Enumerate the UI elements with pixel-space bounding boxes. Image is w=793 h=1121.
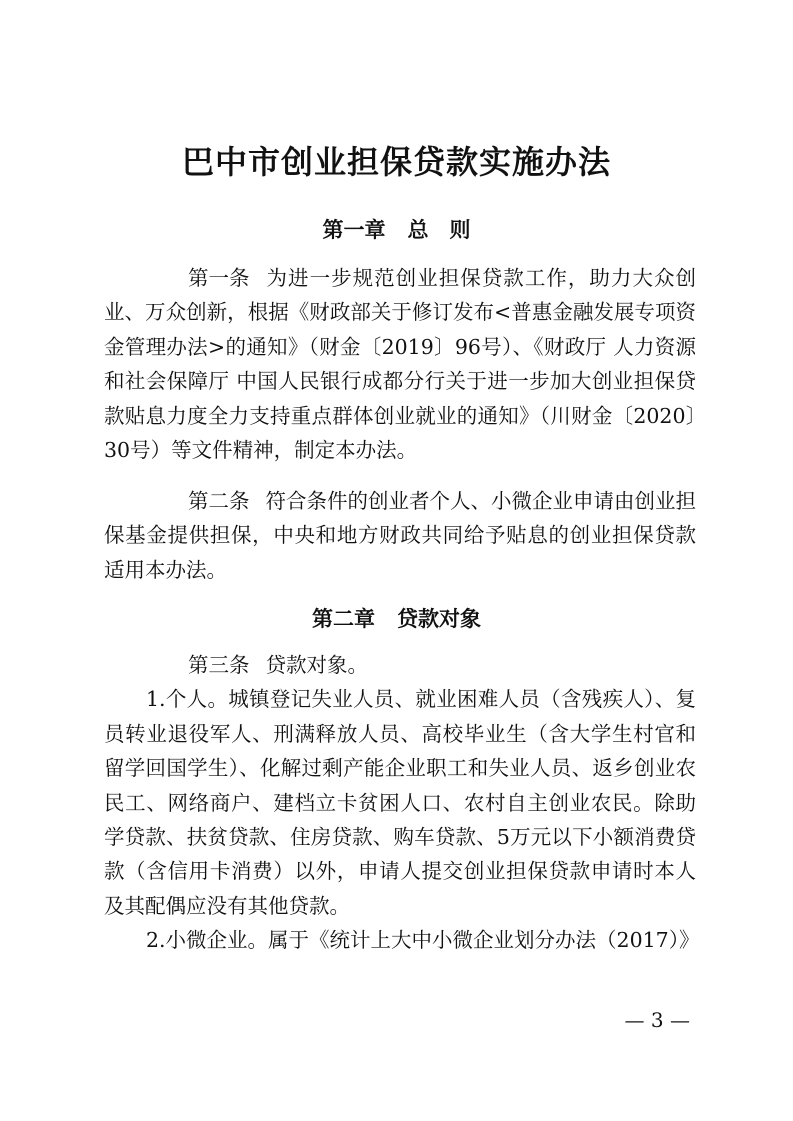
article-paragraph bbox=[104, 484, 696, 587]
article-block bbox=[104, 484, 696, 587]
article-block bbox=[104, 648, 700, 958]
article-number: 第一条 bbox=[188, 266, 250, 290]
page-number: — 3 — bbox=[624, 1008, 690, 1032]
article-number: 第三条 bbox=[188, 653, 250, 677]
article-text: 为进一步规范创业担保贷款工作，助力大众创业、万众创新，根据《财政部关于修订发布<普惠金融发展专项资金管理办法>的通知》（财金〔2019〕96号）、《财政厅 人力资源和社会保障厅 中国人民银行成都分行关于进一步加大创业担保贷款贴息力度全力支持重点群体创业就业的通知》（川财金〔2020〕30号）等文件精神，制定本办法。 bbox=[104, 266, 696, 463]
article-paragraph bbox=[104, 648, 696, 682]
item-paragraph: 1.个人。城镇登记失业人员、就业困难人员（含残疾人）、复员转业退役军人、刑满释放人员、高校毕业生（含大学生村官和留学回国学生）、化解过剩产能企业职工和失业人员、返乡创业农民工、网络商户、建档立卡贫困人口、农村自主创业农民。除助学贷款、扶贫贷款、住房贷款、购车贷款、5万元以下小额消费贷款（含信用卡消费）以外，申请人提交创业担保贷款申请时本人及其配偶应没有其他贷款。 bbox=[104, 687, 696, 918]
chapter-heading bbox=[0, 216, 793, 244]
document-title: 巴中市创业担保贷款实施办法 bbox=[181, 143, 611, 181]
article-text: 符合条件的创业者个人、小微企业申请由创业担保基金提供担保，中央和地方财政共同给予贴息的创业担保贷款适用本办法。 bbox=[104, 489, 696, 582]
chapter-name: 总 则 bbox=[407, 218, 471, 242]
article-block bbox=[104, 261, 696, 467]
chapter-heading bbox=[0, 605, 793, 633]
article-number: 第二条 bbox=[188, 489, 250, 513]
item-paragraph: 2.小微企业。属于《统计上大中小微企业划分办法（2017）》 bbox=[146, 928, 700, 953]
chapter-number: 第一章 bbox=[322, 218, 386, 242]
article-paragraph bbox=[104, 261, 696, 467]
article-text: 贷款对象。 bbox=[265, 653, 368, 677]
chapter-name: 贷款对象 bbox=[397, 607, 481, 631]
chapter-number: 第二章 bbox=[312, 607, 375, 631]
